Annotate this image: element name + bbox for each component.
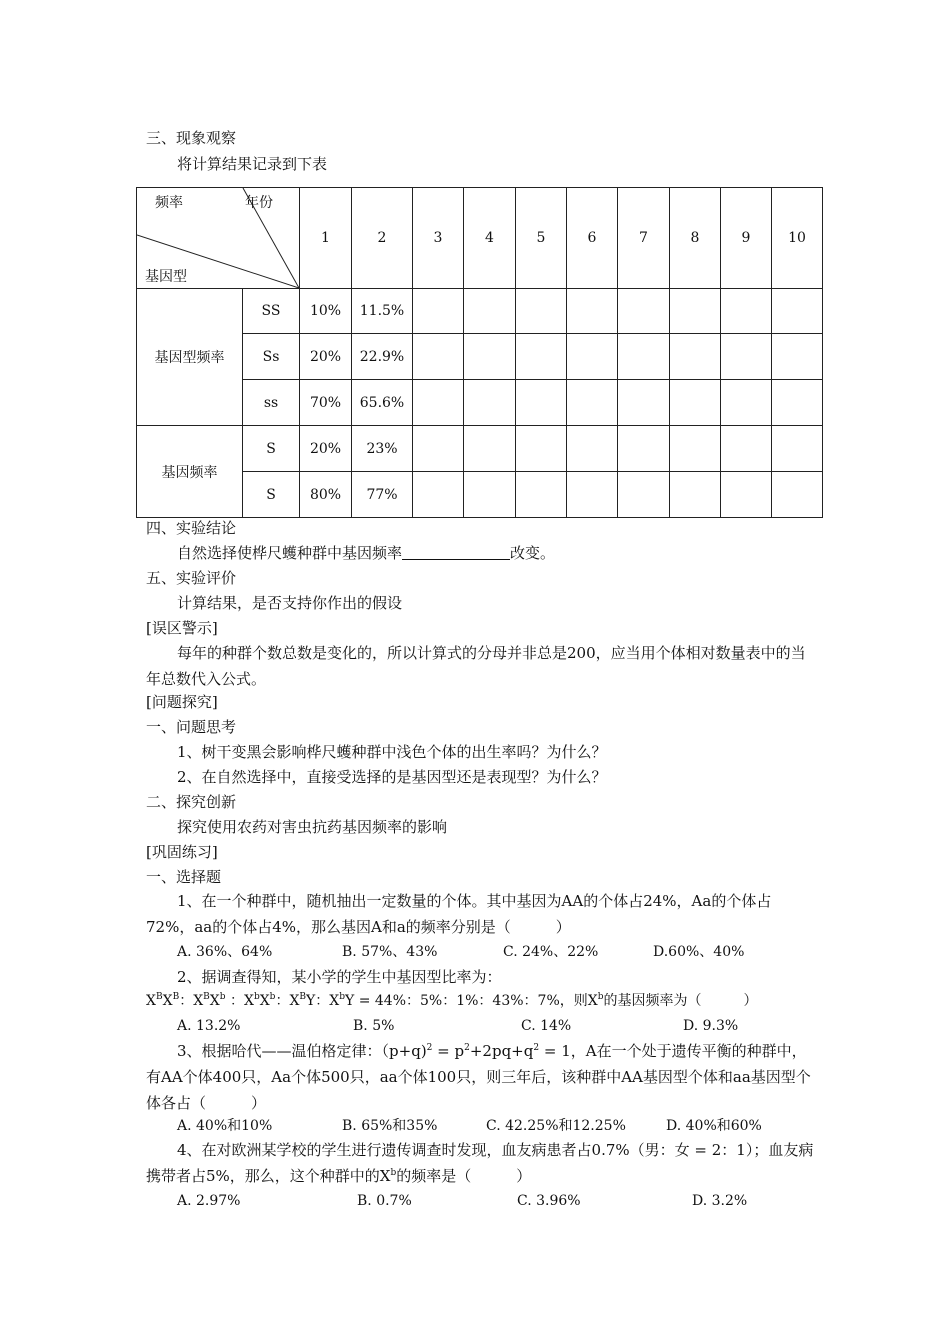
cell-value: 20% — [300, 334, 352, 380]
row-label: Ss — [243, 334, 300, 380]
cell-value: 80% — [300, 472, 352, 518]
q2-stem: 2、据调查得知，某小学的学生中基因型比率为： — [177, 968, 502, 986]
cell-value: 11.5% — [352, 289, 413, 334]
cell-value: 20% — [300, 426, 352, 472]
q2-option-c[interactable]: C. 14% — [521, 1018, 572, 1034]
q3-option-c[interactable]: C. 42.25%和12.25% — [486, 1118, 626, 1134]
row-label: S — [243, 426, 300, 472]
section5-title: 五、实验评价 — [146, 569, 237, 587]
warning-text: 每年的种群个数总数是变化的，所以计算式的分母并非总是200，应当用个体相对数量表中的当年总数代入公式。 — [146, 644, 806, 688]
q2-option-d[interactable]: D. 9.3% — [683, 1018, 739, 1034]
section3-instruction: 将计算结果记录到下表 — [177, 155, 328, 173]
year-header: 3 — [413, 188, 464, 289]
year-header: 10 — [772, 188, 823, 289]
year-header: 4 — [464, 188, 516, 289]
year-header: 6 — [567, 188, 618, 289]
cell-value: 77% — [352, 472, 413, 518]
q3-option-d[interactable]: D. 40%和60% — [666, 1118, 762, 1134]
row-label: SS — [243, 289, 300, 334]
gene-frequency-group: 基因频率 — [137, 426, 243, 518]
section4-text — [177, 543, 555, 563]
conclusion-text: 自然选择使桦尺蠖种群中基因频率 — [177, 544, 403, 562]
question-thinking-title: 一、问题思考 — [146, 718, 237, 736]
q4-stem: 4、在对欧洲某学校的学生进行遗传调查时发现，血友病患者占0.7%（男：女 = 2：1）；血友病携带者占5%，那么，这个种群中的$X^b$的频率是（ ） — [146, 1141, 814, 1185]
q4-option-d[interactable]: D. 3.2% — [692, 1193, 748, 1209]
corner-year-label: 年份 — [245, 195, 273, 211]
q2-ratio: $X^BX^B$：$X^BX^b$ ：$X^bX^b$：$X^BY$：$X^bY = 44\%$：5%：1%：43%：7%，则$X^b$的基因频率为（ ） — [146, 992, 758, 1009]
cell-value: 22.9% — [352, 334, 413, 380]
q1-option-c[interactable]: C. 24%、22% — [503, 944, 599, 960]
table-corner-cell — [137, 188, 300, 289]
q4-option-c[interactable]: C. 3.96% — [517, 1193, 581, 1209]
year-header: 8 — [670, 188, 721, 289]
q1-option-a[interactable]: A. 36%、64% — [177, 944, 273, 960]
q3-option-b[interactable]: B. 65%和35% — [342, 1118, 438, 1134]
question-1: 1、树干变黑会影响桦尺蠖种群中浅色个体的出生率吗？为什么？ — [177, 743, 607, 761]
warning-title: [误区警示] — [146, 619, 218, 637]
row-label: S — [243, 472, 300, 518]
choice-title: 一、选择题 — [146, 868, 222, 886]
q3-option-a[interactable]: A. 40%和10% — [177, 1118, 273, 1134]
q3-stem: 3、根据哈代——温伯格定律：$(p+q)^2 = p^2+2pq+q^2 = 1$，A在一个处于遗传平衡的种群中，有AA个体400只，Aa个体500只，aa个体100只，则三年后，该种群中AA基因型个体和aa基因型个体各占（ ） — [146, 1042, 811, 1112]
practice-title: [巩固练习] — [146, 843, 218, 861]
corner-frequency-label: 频率 — [155, 195, 183, 211]
year-header: 1 — [300, 188, 352, 289]
q1-stem: 1、在一个种群中，随机抽出一定数量的个体。其中基因为AA的个体占24%，Aa的个体占72%，aa的个体占4%，那么基因A和a的频率分别是（ ） — [146, 892, 772, 936]
cell-value: 23% — [352, 426, 413, 472]
genotype-frequency-group: 基因型频率 — [137, 289, 243, 426]
conclusion-tail: 改变。 — [510, 544, 556, 562]
q4-option-a[interactable]: A. 2.97% — [177, 1193, 241, 1209]
cell-value: 10% — [300, 289, 352, 334]
table-row — [137, 289, 823, 334]
year-header: 2 — [352, 188, 413, 289]
question-2: 2、在自然选择中，直接受选择的是基因型还是表现型？为什么？ — [177, 768, 607, 786]
section5-text: 计算结果，是否支持你作出的假设 — [177, 594, 403, 612]
q2-option-b[interactable]: B. 5% — [353, 1018, 395, 1034]
section3-title: 三、现象观察 — [146, 129, 237, 147]
innovation-text: 探究使用农药对害虫抗药基因频率的影响 — [177, 818, 448, 836]
explore-title: [问题探究] — [146, 693, 218, 711]
table-row — [137, 426, 823, 472]
q4-option-b[interactable]: B. 0.7% — [357, 1193, 412, 1209]
year-header: 5 — [516, 188, 567, 289]
row-label: ss — [243, 380, 300, 426]
cell-value: 70% — [300, 380, 352, 426]
year-header: 7 — [618, 188, 670, 289]
cell-value: 65.6% — [352, 380, 413, 426]
q2-option-a[interactable]: A. 13.2% — [177, 1018, 241, 1034]
frequency-table — [136, 187, 823, 518]
q1-option-b[interactable]: B. 57%、43% — [342, 944, 438, 960]
answer-blank[interactable] — [402, 544, 510, 560]
year-header: 9 — [721, 188, 772, 289]
innovation-title: 二、探究创新 — [146, 793, 237, 811]
q1-option-d[interactable]: D.60%、40% — [653, 944, 745, 960]
corner-genotype-label: 基因型 — [145, 269, 187, 285]
section4-title: 四、实验结论 — [146, 519, 237, 537]
